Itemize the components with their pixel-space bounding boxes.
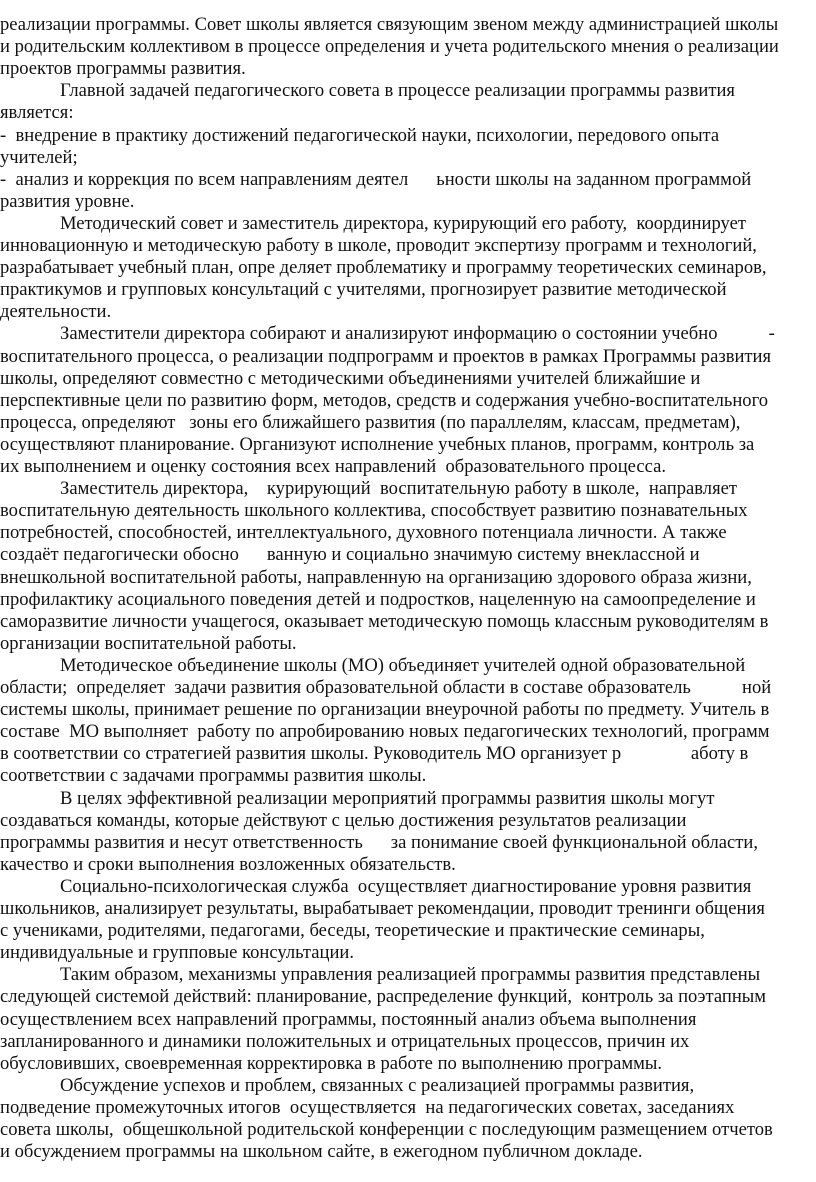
text-line: области; определяет задачи развития образовательной области в составе образователь ной [0,677,772,698]
text-line: подведение промежуточных итогов осуществляется на педагогических советах, заседаниях [0,1096,735,1118]
text-line: и обсуждением программы на школьном сайте, в ежегодном публичном докладе. [0,1141,643,1163]
text-line: перспективные цели по развитию форм, методов, средств и содержания учебно-воспитательного [0,389,769,411]
text-line: качество и сроки выполнения возложенных обязательств. [0,853,456,875]
text-line: с учениками, родителями, педагогами, беседы, теоретические и практические семинары, [0,920,705,942]
text-line: соответствии с задачами программы развития школы. [0,765,427,787]
text-line: школьников, анализирует результаты, вырабатывает рекомендации, проводит тренинги общения [0,898,765,919]
text-line: саморазвитие личности учащегося, оказывает методическую помощь классным руководителям в [0,610,769,632]
text-line: внешкольной воспитательной работы, направленную на организацию здорового образа жизни, [0,566,752,588]
text-line: совета школы, общешкольной родительской конференции с последующим размещением отчетов [0,1119,773,1140]
text-line: - анализ и коррекция по всем направлениям деятел ьности школы на заданном программой [0,168,752,190]
text-line: индивидуальные и групповые консультации. [0,942,354,964]
text-line: системы школы, принимает решение по организации внеурочной работы по предмету. Учитель в [0,699,770,721]
text-line: составе МО выполняет работу по апробированию новых педагогических технологий, программ [0,721,770,743]
text-line: разрабатывает учебный план, опре деляет проблематику и программу теоретических семинаров, [0,257,767,279]
text-line: Методический совет и заместитель директора, курирующий его работу, координирует [60,212,746,234]
text-line: программы развития и несут ответственность за понимание своей функциональной области, [0,831,759,853]
text-line: развития уровне. [0,190,135,212]
text-line: следующей системой действий: планирование, распределение функций, контроль за поэтапным [0,986,767,1008]
text-line: школы, определяют совместно с методическими объединениями учителей ближайшие и [0,367,701,389]
text-line: воспитательного процесса, о реализации подпрограмм и проектов в рамках Программы развития [0,345,772,367]
text-line: Таким образом, механизмы управления реализацией программы развития представлены [60,964,761,986]
text-line: процесса, определяют зоны его ближайшего развития (по параллелям, классам, предметам), [0,411,741,433]
text-line: создаёт педагогически обосно ванную и социально значимую систему внеклассной и [0,544,700,566]
text-line: запланированного и динамики положительных и отрицательных процессов, причин их [0,1030,690,1052]
text-line: потребностей, способностей, интеллектуального, духовного потенциала личности. А также [0,522,727,544]
text-line: Социально-психологическая служба осуществляет диагностирование уровня развития [60,875,752,897]
text-line: является: [0,102,74,124]
text-line: - внедрение в практику достижений педагогической науки, психологии, передового опыта [0,124,720,146]
text-line: инновационную и методическую работу в школе, проводит экспертизу программ и технологий, [0,235,757,256]
text-line: осуществлением всех направлений программы, постоянный анализ объема выполнения [0,1008,697,1030]
text-line: В целях эффективной реализации мероприятий программы развития школы могут [60,787,715,809]
text-line: обусловивших, своевременная корректировка в работе по выполнению программы. [0,1052,663,1074]
text-line: создаваться команды, которые действуют с целью достижения результатов реализации [0,809,687,831]
text-line: практикумов и групповых консультаций с учителями, прогнозирует развитие методической [0,279,727,301]
text-line: Главной задачей педагогического совета в процессе реализации программы развития [60,80,735,102]
text-line: профилактику асоциального поведения детей и подростков, нацеленную на самоопределение и [0,588,756,610]
text-line: Методическое объединение школы (МО) объединяет учителей одной образовательной [60,654,746,676]
text-line: воспитательную деятельность школьного коллектива, способствует развитию познавательных [0,500,748,522]
text-line: осуществляют планирование. Организуют исполнение учебных планов, программ, контроль за [0,433,755,455]
text-line: реализации программы. Совет школы является связующим звеном между администрацией школы [0,14,779,35]
text-line: в соответствии со стратегией развития школы. Руководитель МО организует р аботу в [0,743,749,765]
text-line: Заместитель директора, курирующий воспитательную работу в школе, направляет [60,478,738,500]
text-line: учителей; [0,146,78,168]
text-line: организации воспитательной работы. [0,632,297,654]
text-line: Обсуждение успехов и проблем, связанных с реализацией программы развития, [60,1074,695,1096]
text-line: проектов программы развития. [0,58,246,80]
text-line: Заместители директора собирают и анализируют информацию о состоянии учебно - [60,323,775,345]
text-line: и родительским коллективом в процессе определения и учета родительского мнения о реализации [0,36,779,58]
text-line: деятельности. [0,301,112,323]
text-line: их выполнением и оценку состояния всех направлений образовательного процесса. [0,456,666,477]
